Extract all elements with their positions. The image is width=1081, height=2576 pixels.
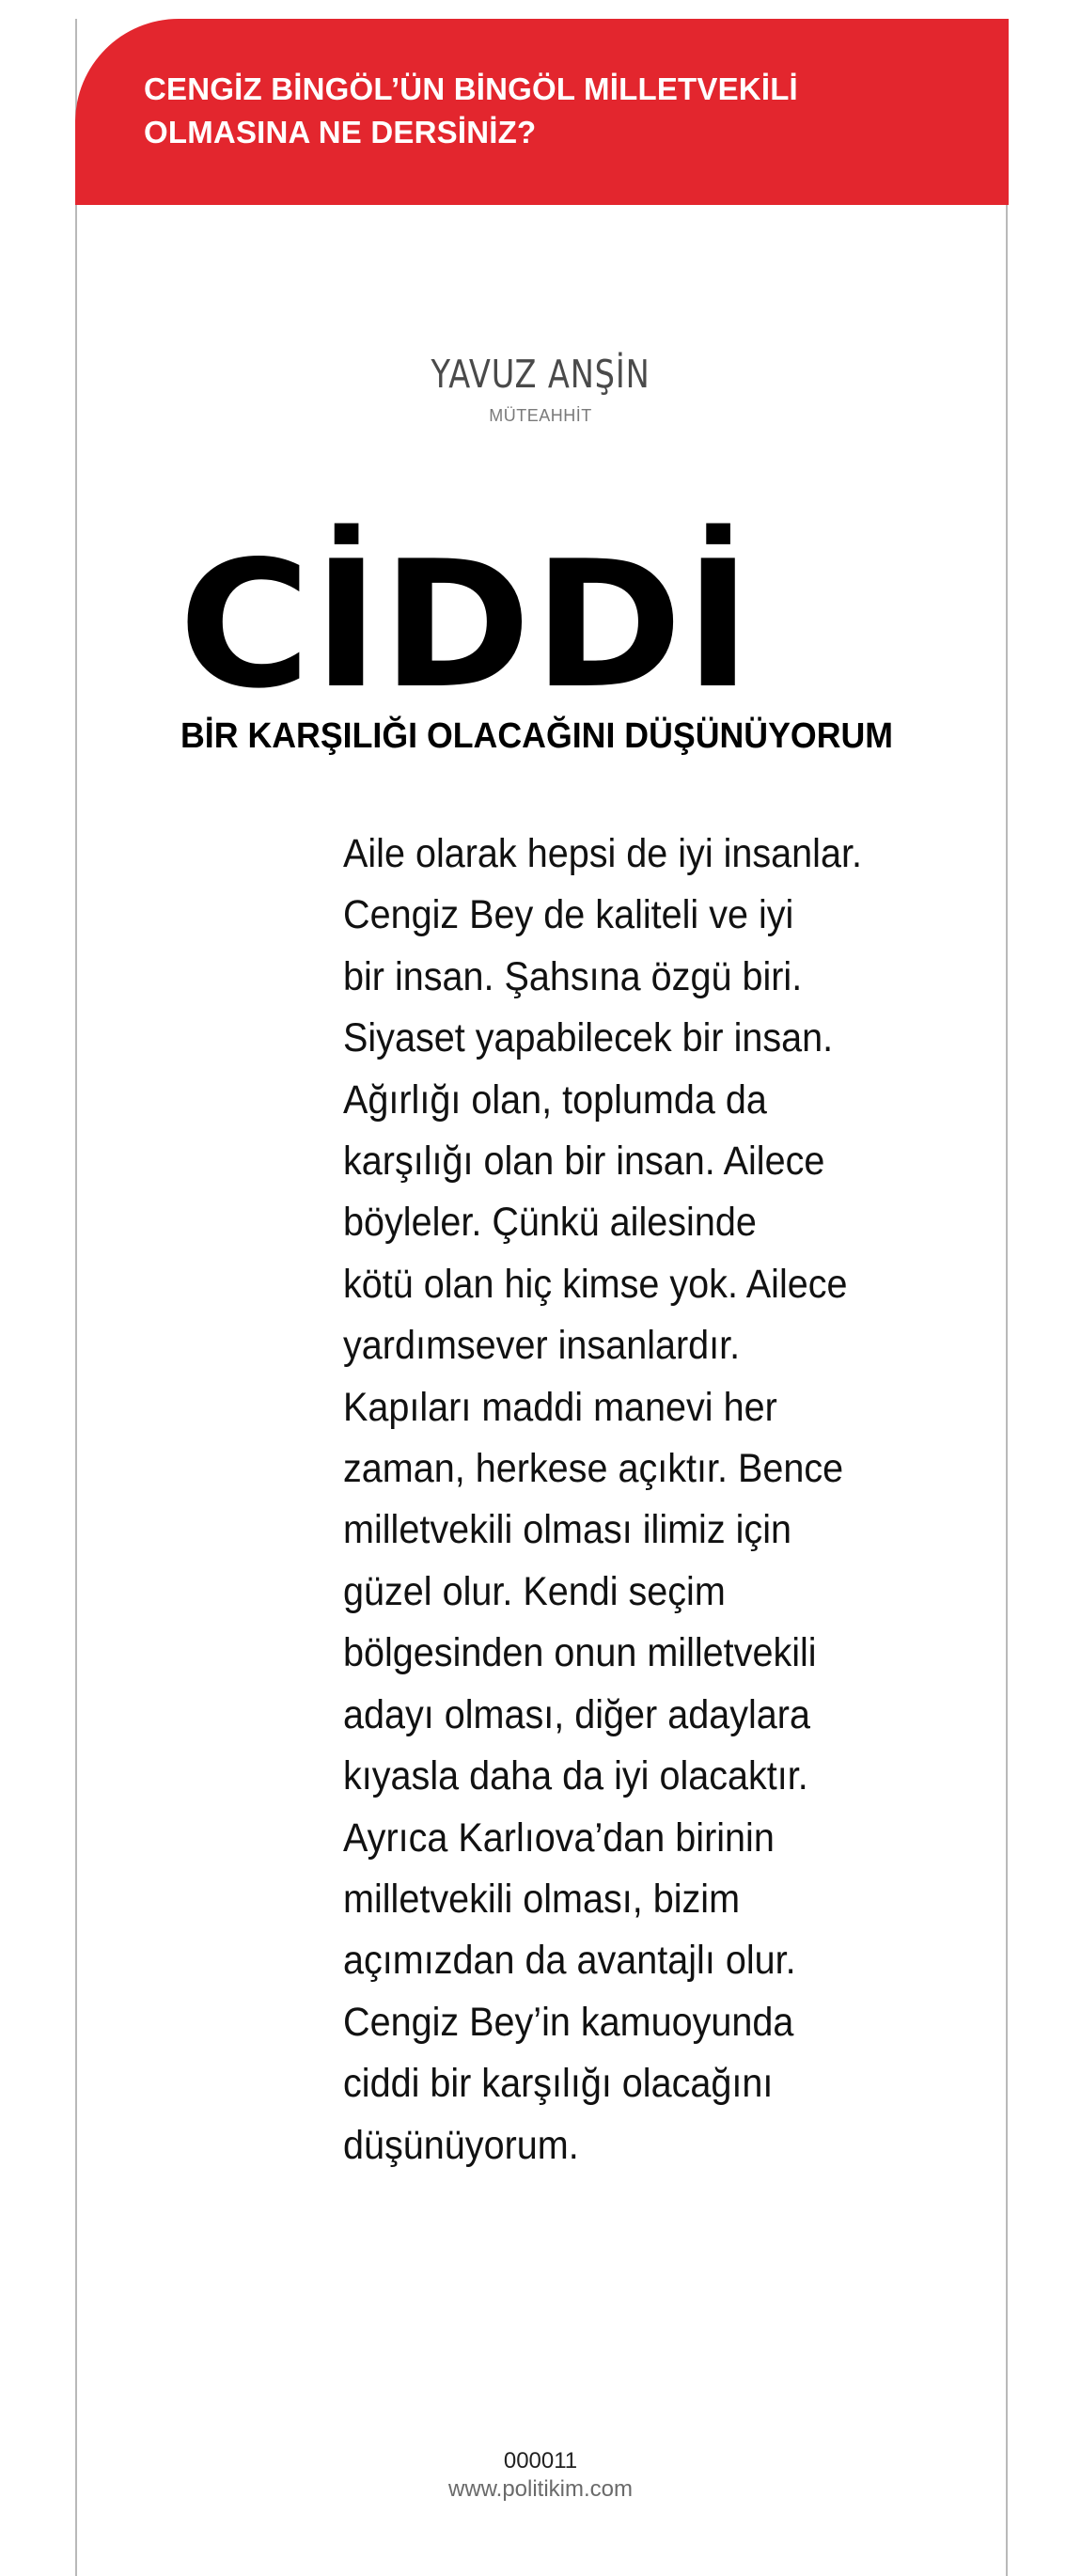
answer-line: Ayrıca Karlıova’dan birinin: [343, 1814, 775, 1861]
answer-line: Aile olarak hepsi de iyi insanlar.: [343, 831, 862, 876]
page-number: 000011: [503, 2448, 578, 2474]
answer-line: Cengiz Bey de kaliteli ve iyi: [343, 892, 794, 938]
answer-line: Siyaset yapabilecek bir insan.: [343, 1015, 834, 1061]
respondent-role: MÜTEAHHİT: [489, 406, 592, 425]
survey-question: CENGİZ BİNGÖL’ÜN BİNGÖL MİLLETVEKİLİ OLMASINA NE DERSİNİZ?: [144, 71, 798, 149]
answer-line: Ağırlığı olan, toplumda da: [343, 1076, 767, 1123]
answer-line: güzel olur. Kendi seçim: [343, 1568, 726, 1614]
answer-line: milletvekili olması ilimiz için: [343, 1507, 791, 1553]
answer-line: bir insan. Şahsına özgü biri.: [343, 953, 803, 999]
answer-line: açımızdan da avantajlı olur.: [343, 1938, 796, 1984]
answer-line: Cengiz Bey’in kamuoyunda: [343, 1999, 794, 2045]
website-url: www.politikim.com: [447, 2476, 634, 2502]
answer-line: karşılığı olan bir insan. Ailece: [343, 1139, 825, 1185]
answer-line: Kapıları maddi manevi her: [343, 1384, 777, 1430]
answer-line: ciddi bir karşılığı olacağını: [343, 2061, 774, 2107]
headline-subtitle: BİR KARŞILIĞI OLACAĞINI DÜŞÜNÜYORUM: [180, 716, 894, 756]
respondent-name: YAVUZ ANŞİN: [431, 352, 650, 397]
headline-keyword: CİDDİ: [179, 523, 754, 727]
answer-line: düşünüyorum.: [343, 2122, 579, 2168]
answer-line: kıyasla daha da iyi olacaktır.: [343, 1753, 808, 1799]
answer-line: adayı olması, diğer adaylara: [343, 1691, 810, 1737]
answer-line: böyleler. Çünkü ailesinde: [343, 1200, 757, 1246]
answer-text: [343, 824, 945, 2176]
answer-line: yardımsever insanlardır.: [343, 1323, 741, 1369]
answer-line: zaman, herkese açıktır. Bence: [343, 1446, 844, 1492]
answer-line: milletvekili olması, bizim: [343, 1876, 741, 1922]
answer-line: kötü olan hiç kimse yok. Ailece: [343, 1261, 848, 1307]
answer-line: bölgesinden onun milletvekili: [343, 1630, 817, 1676]
